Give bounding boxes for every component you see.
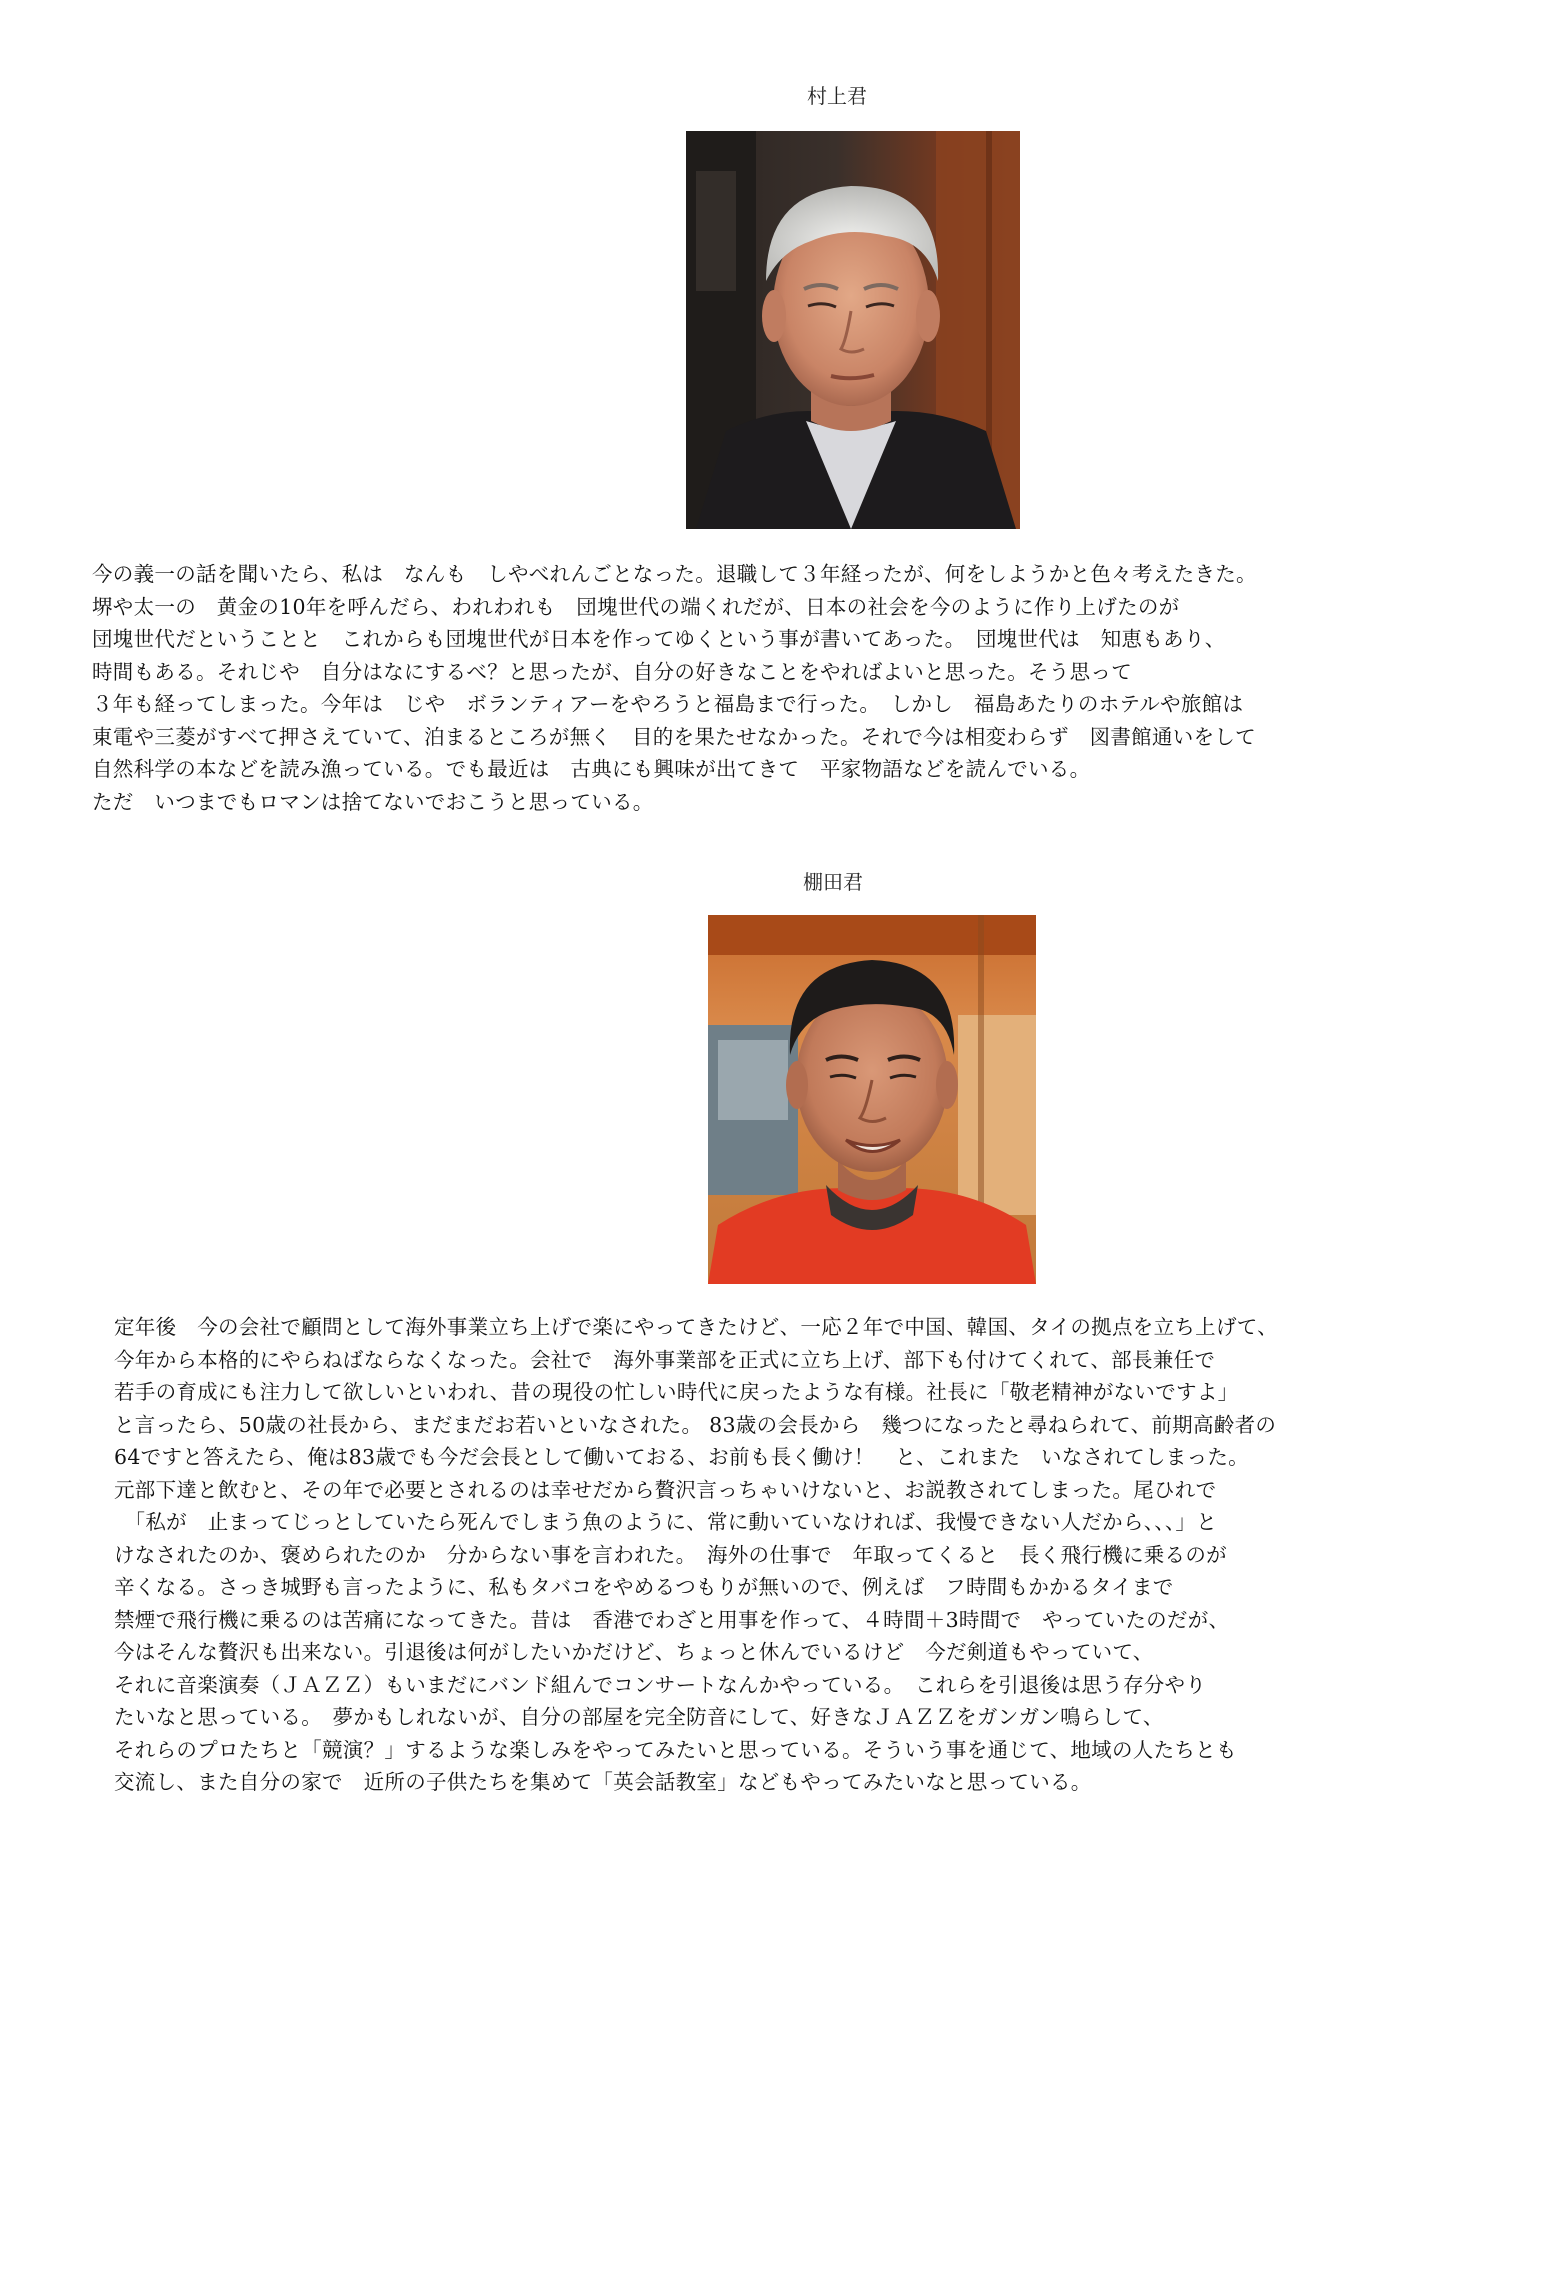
text-line: 若手の育成にも注力して欲しいといわれ、昔の現役の忙しい時代に戻ったような有様。社長に「敬老精神がないですよ」: [114, 1380, 1239, 1404]
text-line: 堺や太一の 黄金の10年を呼んだら、われわれも 団塊世代の端くれだが、日本の社会を今のように作り上げたのが: [92, 594, 1180, 619]
text-line: けなされたのか、褒められたのか 分からない事を言われた。 海外の仕事で 年取ってくると 長く飛行機に乗るのが: [114, 1542, 1227, 1567]
speech-text-murakami: [92, 558, 1257, 818]
text-line: 自然科学の本などを読み漁っている。でも最近は 古典にも興味が出てきて 平家物語などを読んでいる。: [92, 757, 1091, 781]
text-line: ３年も経ってしまった。今年は じや ボランティアーをやろうと福島まで行った。 しかし 福島あたりのホテルや旅館は: [92, 692, 1244, 716]
person-name-murakami: 村上君: [807, 84, 867, 108]
text-line: 禁煙で飛行機に乗るのは苦痛になってきた。昔は 香港でわざと用事を作って、４時間＋3時間で やっていたのだが、: [114, 1607, 1230, 1632]
text-line: と言ったら、50歳の社長から、まだまだお若いといなされた。 83歳の会長から 幾つになったと尋ねられて、前期高齢者の: [114, 1412, 1277, 1437]
text-line: たいなと思っている。 夢かもしれないが、自分の部屋を完全防音にして、好きなＪＡＺＺをガンガン鳴らして、: [114, 1705, 1164, 1729]
text-line: それに音楽演奏（ＪＡＺＺ）もいまだにバンド組んでコンサートなんかやっている。 これらを引退後は思う存分やり: [114, 1672, 1207, 1697]
text-line: 「私が 止まってじっとしていたら死んでしまう魚のように、常に動いていなければ、我慢できない人だから、、、」と: [114, 1510, 1217, 1534]
text-line: 交流し、また自分の家で 近所の子供たちを集めて「英会話教室」などもやってみたいなと思っている。: [114, 1770, 1092, 1794]
text-line: ただ いつまでもロマンは捨てないでおこうと思っている。: [92, 789, 654, 814]
text-line: 時間もある。それじや 自分はなにするべ？と思ったが、自分の好きなことをやればよいと思った。そう思って: [92, 659, 1132, 684]
text-line: 定年後 今の会社で顧問として海外事業立ち上げで楽にやってきたけど、一応２年で中国、韓国、タイの拠点を立ち上げて、: [114, 1315, 1278, 1339]
text-line: 元部下達と飲むと、その年で必要とされるのは幸せだから贅沢言っちゃいけないと、お説教されてしまった。尾ひれで: [114, 1477, 1217, 1502]
person-name-tanada: 棚田君: [803, 870, 863, 894]
text-line: 団塊世代だということと これからも団塊世代が日本を作ってゆくという事が書いてあった。 団塊世代は 知恵もあり、: [92, 627, 1226, 651]
text-line: 辛くなる。さっき城野も言ったように、私もタバコをやめるつもりが無いので、例えば フ時間もかかるタイまで: [114, 1575, 1174, 1599]
portrait-photo-murakami: [686, 131, 1020, 529]
text-line: 東電や三菱がすべて押さえていて、泊まるところが無く 目的を果たせなかった。それで今は相変わらず 図書館通いをして: [92, 724, 1256, 749]
text-line: 今の義一の話を聞いたら、私は なんも しやべれんごとなった。退職して３年経ったが、何をしようかと色々考えたきた。: [92, 562, 1257, 586]
text-line: 今年から本格的にやらねばならなくなった。会社で 海外事業部を正式に立ち上げ、部下も付けてくれて、部長兼任で: [114, 1347, 1216, 1372]
text-line: 今はそんな贅沢も出来ない。引退後は何がしたいかだけど、ちょっと休んでいるけど 今だ剣道もやっていて、: [114, 1640, 1154, 1664]
text-line: 64ですと答えたら、俺は83歳でも今だ会長として働いておる、お前も長く働け！ と、これまた いなされてしまった。: [114, 1445, 1249, 1469]
portrait-photo-tanada: [708, 915, 1036, 1284]
speech-text-tanada: [114, 1311, 1278, 1799]
text-line: それらのプロたちと「競演？」するような楽しみをやってみたいと思っている。そういう事を通じて、地域の人たちとも: [114, 1737, 1237, 1762]
